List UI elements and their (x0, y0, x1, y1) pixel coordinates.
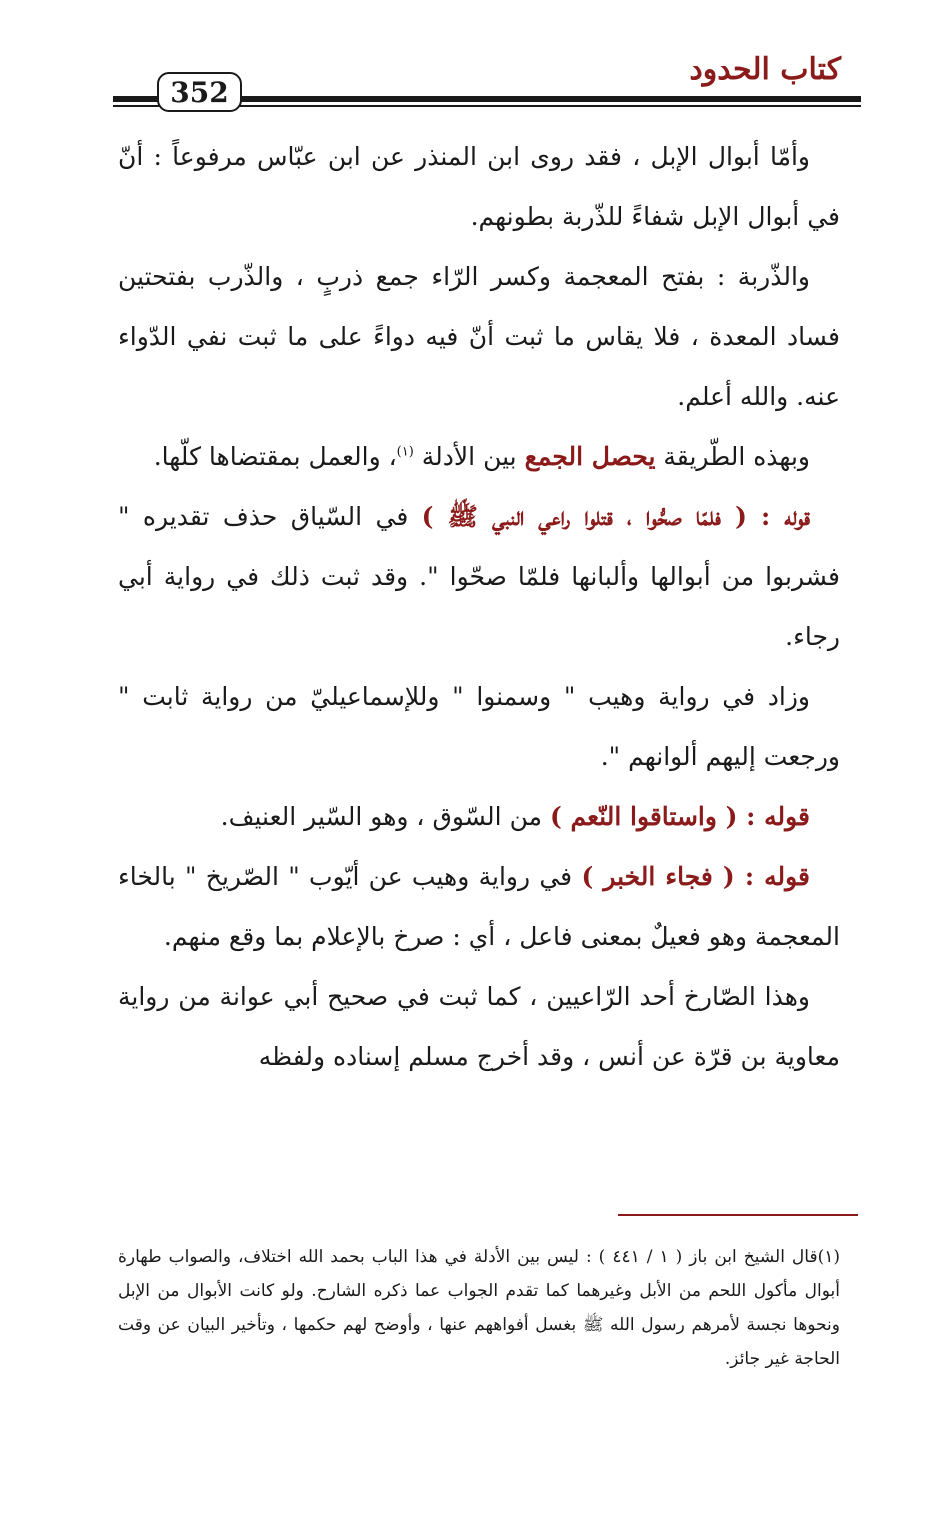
quote-heading: قوله : ( فجاء الخبر ) (581, 862, 810, 891)
paragraph-3-text-a: وبهذه الطّريقة (663, 442, 810, 471)
paragraph-6-text: من السّوق ، وهو السّير العنيف. (220, 802, 542, 831)
footnote: (١)قال الشيخ ابن باز ( ١ / ٤٤١ ) : ليس بين الأدلة في هذا الباب بحمد الله اختلاف، والصواب طهارة أبوال مأكول اللحم من الأبل وغيرهما كما تقدم الجواب عما ذكره الشارح. ولو كانت الأبوال من الإبل ونحوها نجسة لأمرهم رسول الله ﷺ بغسل أفواههم عنها ، وأوضح لهم حكمها ، وتأخير البيان عن وقت الحاجة غير جائز. (118, 1247, 840, 1369)
paragraph-3 (118, 427, 840, 487)
paragraph-3-text-b: بين الأدلة (421, 442, 517, 471)
paragraph-4-text: في السّياق حذف تقديره " فشربوا من أبوالها وألبانها فلمّا صحّوا ". وقد ثبت ذلك في رواية أبي رجاء. (118, 502, 840, 651)
paragraph-7-text: في رواية وهيب عن أيّوب " الصّريخ " بالخاء المعجمة وهو فعيلٌ بمعنى فاعل ، أي : صرخ بالإعلام بما وقع منهم. (118, 862, 840, 951)
paragraph-1: وأمّا أبوال الإبل ، فقد روى ابن المنذر عن ابن عبّاس مرفوعاً : أنّ في أبوال الإبل شفاءً للذّربة بطونهم. (118, 142, 840, 231)
footnote-reference[interactable]: (١) (396, 444, 414, 460)
footnote-divider (618, 1214, 858, 1216)
main-text (118, 127, 840, 1087)
quote-heading: قوله : ( واستاقوا النّعم ) (549, 802, 810, 831)
paragraph-5: وزاد في رواية وهيب " وسمنوا " وللإسماعيليّ من رواية ثابت " ورجعت إليهم ألوانهم ". (118, 682, 840, 771)
paragraph-3-text-c: ، والعمل بمقتضاها كلّها. (153, 442, 397, 471)
chapter-title: كتاب الحدود (689, 52, 841, 87)
paragraph-7 (118, 847, 840, 967)
quote-heading: قوله : ( فلمّا صحُّوا ، قتلوا راعي النبي ﷺ ) (421, 502, 810, 531)
paragraph-2: والذّربة : بفتح المعجمة وكسر الرّاء جمع ذربٍ ، والذّرب بفتحتين فساد المعدة ، فلا يقاس ما ثبت أنّ فيه دواءً على ما ثبت نفي الدّواء عنه. والله أعلم. (118, 262, 840, 411)
paragraph-6 (118, 787, 840, 847)
highlight-phrase: يحصل الجمع (524, 442, 656, 471)
page-number: 352 (157, 72, 242, 112)
paragraph-8: وهذا الصّارخ أحد الرّاعيين ، كما ثبت في صحيح أبي عوانة من رواية معاوية بن قرّة عن أنس ، وقد أخرج مسلم إسناده ولفظه (118, 982, 840, 1071)
paragraph-4 (118, 487, 840, 667)
